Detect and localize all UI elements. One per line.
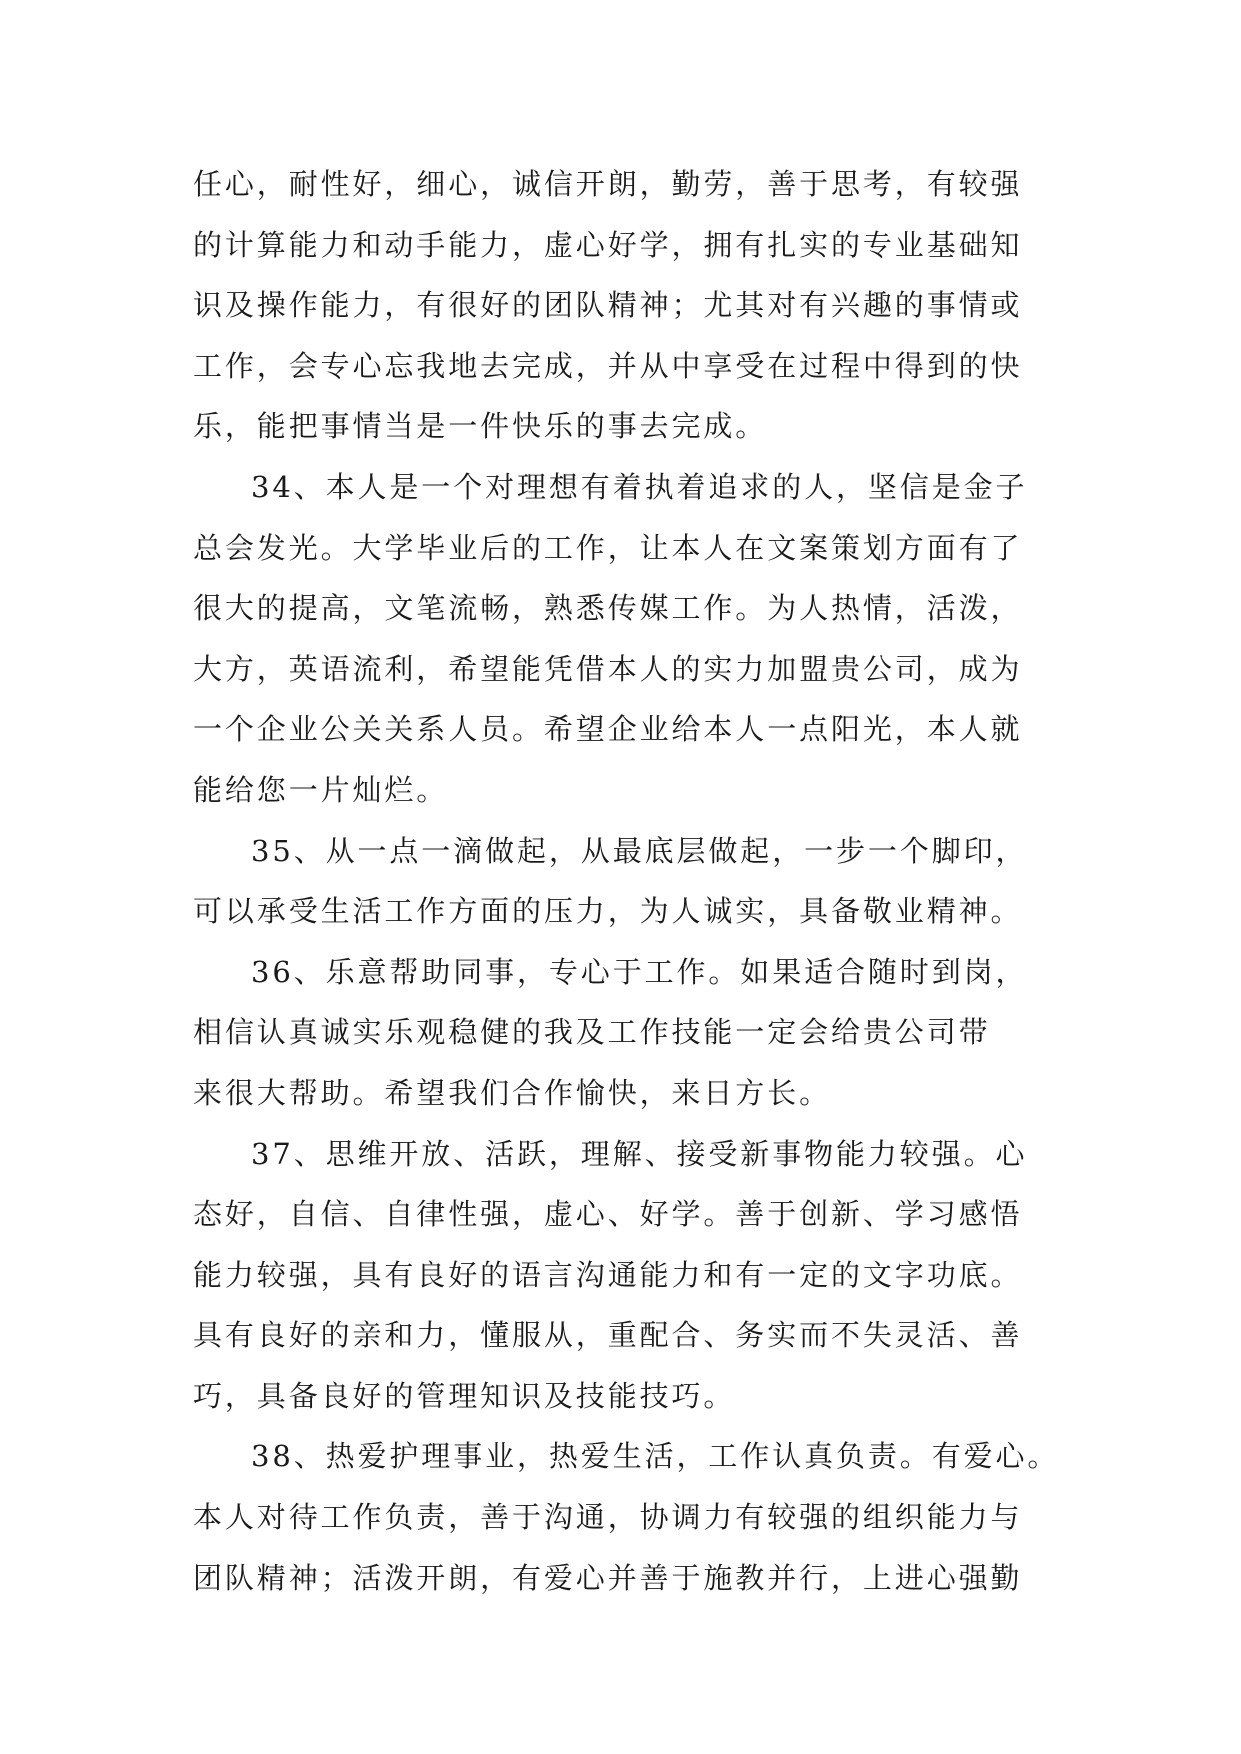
paragraph-34: [193, 457, 1055, 821]
paragraph-continuation: [193, 154, 1055, 457]
text-line: 乐，能把事情当是一件快乐的事去完成。: [193, 409, 768, 444]
text-line: 36、乐意帮助同事，专心于工作。如果适合随时到岗，: [251, 954, 1028, 989]
text-line: 识及操作能力，有很好的团队精神；尤其对有兴趣的事情或: [193, 288, 1023, 323]
text-line: 态好，自信、自律性强，虚心、好学。善于创新、学习感悟: [193, 1197, 1023, 1232]
text-line: 34、本人是一个对理想有着执着追求的人，坚信是金子: [251, 469, 1028, 504]
text-line: 巧，具备良好的管理知识及技能技巧。: [193, 1378, 736, 1413]
paragraph-38: [193, 1426, 1060, 1608]
text-line: 具有良好的亲和力，懂服从，重配合、务实而不失灵活、善: [193, 1318, 1023, 1353]
text-line: 能力较强，具有良好的语言沟通能力和有一定的文字功底。: [193, 1257, 1023, 1292]
text-line: 团队精神；活泼开朗，有爱心并善于施教并行，上进心强勤: [193, 1560, 1023, 1595]
text-line: 任心，耐性好，细心，诚信开朗，勤劳，善于思考，有较强: [193, 167, 1023, 201]
text-line: 大方，英语流利，希望能凭借本人的实力加盟贵公司，成为: [193, 651, 1023, 686]
text-line: 总会发光。大学毕业后的工作，让本人在文案策划方面有了: [193, 530, 1023, 565]
text-line: 可以承受生活工作方面的压力，为人诚实，具备敬业精神。: [193, 894, 1023, 929]
text-line: 工作，会专心忘我地去完成，并从中享受在过程中得到的快: [193, 348, 1023, 383]
text-line: 38、热爱护理事业，热爱生活，工作认真负责。有爱心。: [251, 1439, 1060, 1474]
document-body: [193, 154, 1060, 1608]
text-line: 本人对待工作负责，善于沟通，协调力有较强的组织能力与: [193, 1500, 1023, 1535]
text-line: 37、思维开放、活跃，理解、接受新事物能力较强。心: [251, 1136, 1028, 1171]
paragraph-36: [193, 942, 1055, 1124]
text-line: 的计算能力和动手能力，虚心好学，拥有扎实的专业基础知: [193, 227, 1023, 262]
text-line: 相信认真诚实乐观稳健的我及工作技能一定会给贵公司带: [193, 1015, 991, 1050]
text-line: 能给您一片灿烂。: [193, 772, 449, 807]
paragraph-37: [193, 1124, 1055, 1427]
text-line: 很大的提高，文笔流畅，熟悉传媒工作。为人热情，活泼，: [193, 591, 1023, 626]
text-line: 来很大帮助。希望我们合作愉快，来日方长。: [193, 1075, 832, 1110]
paragraph-35: [193, 821, 1055, 942]
text-line: 35、从一点一滴做起，从最底层做起，一步一个脚印，: [251, 833, 1028, 868]
text-line: 一个企业公关关系人员。希望企业给本人一点阳光，本人就: [193, 712, 1023, 747]
